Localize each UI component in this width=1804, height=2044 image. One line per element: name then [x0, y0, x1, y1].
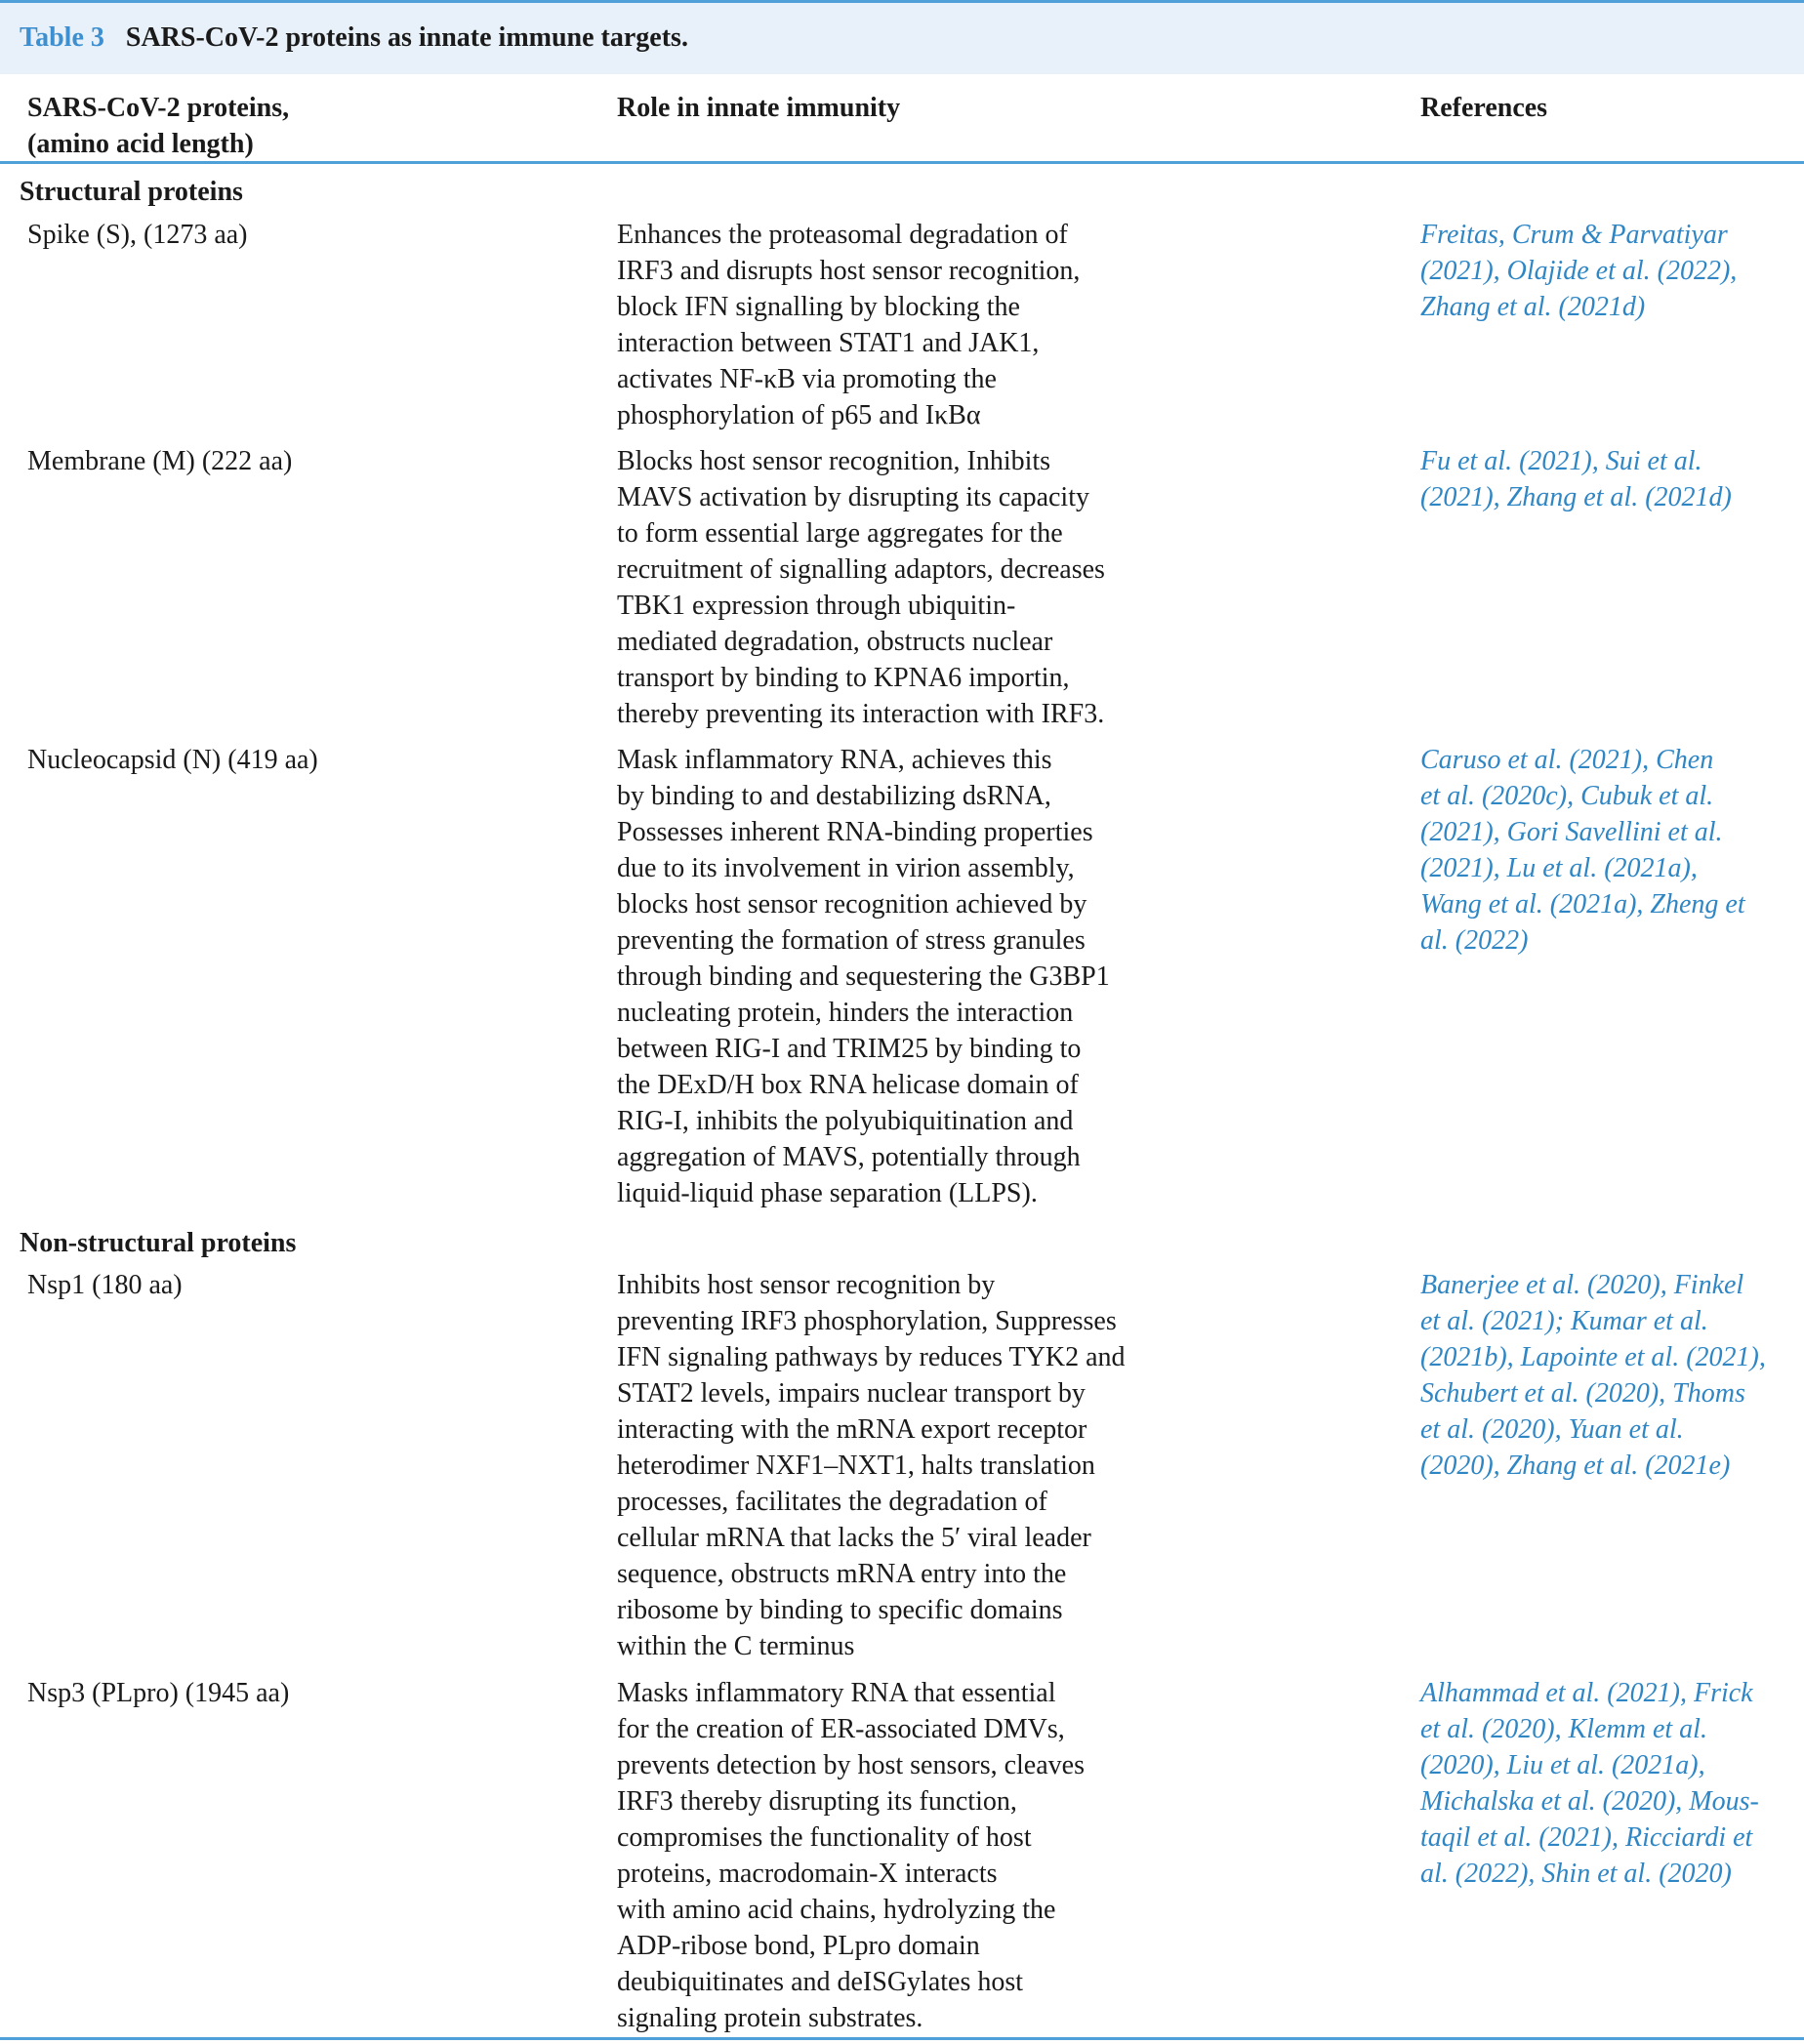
protein-role: Inhibits host sensor recognition by preventing IRF3 phosphorylation, Suppresses IFN signaling pathways by reduces TYK2 and STAT2 levels, impairs nuclear transport by interacting with the mRNA export receptor heterodimer NXF1–NXT1, halts translation processes, facilitates the degradation of cellular mRNA that lacks the 5′ viral leader sequence, obstructs mRNA entry into the ribosome by binding to specific domains within the C terminus [617, 1270, 1126, 1661]
table-caption-bar [0, 0, 1804, 74]
protein-references[interactable]: Caruso et al. (2021), Chen et al. (2020c), Cubuk et al. (2021), Gori Savellini et al. (2021), Lu et al. (2021a), Wang et al. (2021a), Zheng et al. (2022) [1420, 745, 1745, 956]
protein-references[interactable]: Fu et al. (2021), Sui et al. (2021), Zhang et al. (2021d) [1420, 446, 1732, 512]
protein-references[interactable]: Alhammad et al. (2021), Frick et al. (2020), Klemm et al. (2020), Liu et al. (2021a), Michalska et al. (2020), Mous- taqil et al. (2021), Ricciardi et al. (2022), Shin et al. (2020) [1420, 1678, 1759, 1889]
protein-role: Masks inflammatory RNA that essential for the creation of ER-associated DMVs, prevents detection by host sensors, cleaves IRF3 thereby disrupting its function, compromises the functionality of host proteins, macrodomain-X interacts with amino acid chains, hydrolyzing the ADP-ribose bond, PLpro domain deubiquitinates and deISGylates host signaling protein substrates. [617, 1678, 1085, 2033]
protein-name: Spike (S), (1273 aa) [27, 220, 248, 250]
protein-name: Nsp1 (180 aa) [27, 1270, 183, 1300]
table-title: SARS-CoV-2 proteins as innate immune targets. [125, 22, 688, 53]
protein-references[interactable]: Banerjee et al. (2020), Finkel et al. (2021); Kumar et al. (2021b), Lapointe et al. (2021), Schubert et al. (2020), Thoms et al. (2020), Yuan et al. (2020), Zhang et al. (2021e) [1420, 1270, 1766, 1481]
protein-name: Nsp3 (PLpro) (1945 aa) [27, 1678, 290, 1708]
section-title-structural: Structural proteins [20, 177, 243, 207]
column-header-role: Role in innate immunity [617, 93, 901, 123]
section-title-non-structural: Non-structural proteins [20, 1228, 297, 1258]
protein-role: Mask inflammatory RNA, achieves this by binding to and destabilizing dsRNA, Possesses inherent RNA-binding properties due to its involvement in virion assembly, blocks host sensor recognition achieved by preventing the formation of stress granules through binding and sequestering the G3BP1 nucleating protein, hinders the interaction between RIG-I and TRIM25 by binding to the DExD/H box RNA helicase domain of RIG-I, inhibits the polyubiquitination and aggregation of MAVS, potentially through liquid-liquid phase separation (LLPS). [617, 745, 1110, 1208]
protein-references[interactable]: Freitas, Crum & Parvatiyar (2021), Olajide et al. (2022), Zhang et al. (2021d) [1420, 220, 1738, 322]
protein-role: Enhances the proteasomal degradation of IRF3 and disrupts host sensor recognition, block IFN signalling by blocking the interaction between STAT1 and JAK1, activates NF-κB via promoting the phosphorylation of p65 and IκBα [617, 220, 1081, 430]
table-caption [20, 22, 688, 54]
column-header-protein: SARS-CoV-2 proteins, (amino acid length) [27, 93, 290, 159]
table-number: Table 3 [20, 22, 104, 53]
protein-name: Membrane (M) (222 aa) [27, 446, 293, 476]
protein-name: Nucleocapsid (N) (419 aa) [27, 745, 318, 775]
column-header-references: References [1420, 93, 1548, 123]
footer-rule [0, 2037, 1804, 2040]
protein-role: Blocks host sensor recognition, Inhibits MAVS activation by disrupting its capacity to form essential large aggregates for the recruitment of signalling adaptors, decreases TBK1 expression through ubiquitin- mediated degradation, obstructs nuclear transport by binding to KPNA6 importin, thereby preventing its interaction with IRF3. [617, 446, 1105, 729]
header-rule [0, 161, 1804, 164]
